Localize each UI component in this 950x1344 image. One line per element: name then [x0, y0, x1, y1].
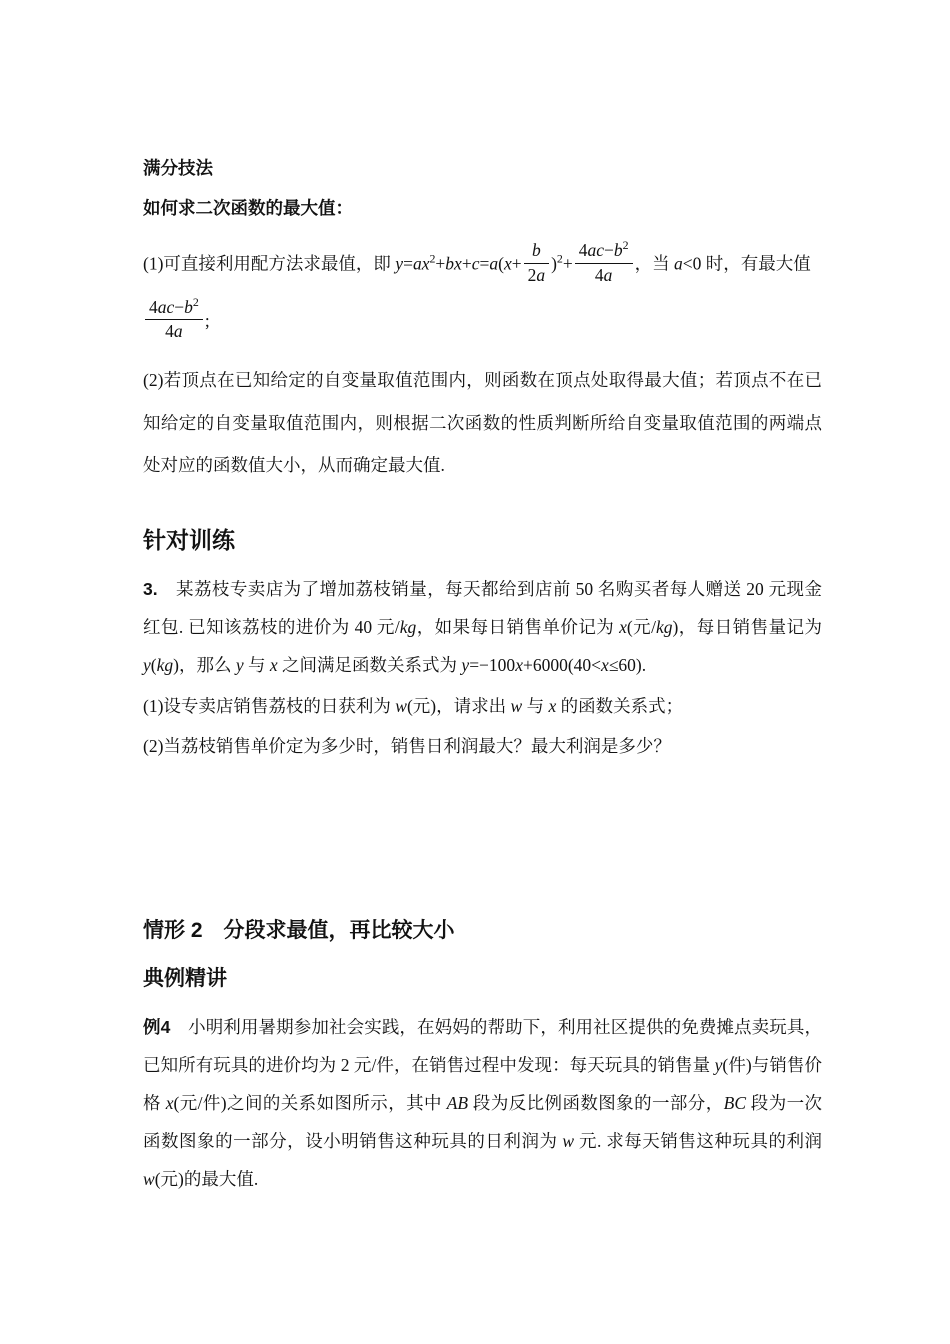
- text-run: b: [184, 296, 193, 317]
- text-run: (件)与销售价格: [143, 1054, 822, 1113]
- text-run: y: [395, 253, 404, 274]
- case2-heading: [143, 917, 822, 945]
- text-run: bx: [445, 253, 462, 274]
- fraction-numerator: [524, 240, 550, 263]
- text-run: 段为一次函数图象的一部分，设小明销售这种玩具的日利润为: [143, 1092, 823, 1151]
- text-run: c: [471, 253, 480, 274]
- problem3-paragraph: [143, 570, 822, 684]
- fraction-denominator: [575, 263, 633, 287]
- text-run: +: [461, 253, 472, 274]
- text-run: 小明利用暑期参加社会实践，在妈妈的帮助下，利用社区提供的免费摊点卖玩具，已知所有玩具的进价均为 2 元/件，在销售过程中发现：每天玩具的销售量: [143, 1016, 823, 1075]
- text-run: 元. 求每天销售这种玩具的利润: [574, 1130, 823, 1151]
- fraction: [145, 294, 203, 344]
- tips-fraction-line: [143, 294, 822, 346]
- text-run: ，如果每日销售单价记为: [416, 617, 620, 638]
- text-run: ac: [157, 296, 175, 317]
- fraction: [524, 240, 550, 287]
- text-run: kg: [399, 617, 417, 638]
- text-run: +: [511, 253, 522, 274]
- text-run: =: [479, 253, 490, 274]
- text-run: 2: [429, 251, 436, 266]
- text-run: 4: [594, 264, 604, 285]
- fraction-denominator: [524, 263, 550, 287]
- text-run: (: [150, 655, 157, 676]
- text-run: b: [613, 239, 623, 260]
- text-run: x: [165, 1092, 174, 1113]
- text-run: (元/件)之间的关系如图所示，其中: [173, 1092, 447, 1113]
- text-run: 的函数关系式；: [556, 695, 684, 716]
- text-run: 2: [527, 264, 537, 285]
- tips-formula-line: [143, 237, 822, 289]
- text-run: (1)可直接利用配方法求最值，即: [143, 253, 396, 274]
- text-run: x: [548, 695, 557, 716]
- text-run: ac: [587, 239, 605, 260]
- text-run: ≤60).: [608, 655, 647, 676]
- text-run: 4: [165, 321, 174, 342]
- text-run: ): [551, 253, 557, 274]
- text-run: 满分技法: [143, 158, 213, 178]
- example4-paragraph: [143, 1008, 822, 1199]
- text-run: (元)的最大值.: [154, 1169, 259, 1190]
- text-run: (2)若顶点在已知给定的自变量取值范围内，则函数在顶点处取得最大值；若顶点不在已知给定的自变量取值范围内，则根据二次函数的性质判断所给自变量取值范围的两端点处对应的函数值大小，从而确定最大值.: [143, 370, 822, 475]
- text-run: y: [461, 655, 470, 676]
- text-run: 4: [578, 239, 588, 260]
- text-run: −: [174, 296, 185, 317]
- problem-number: 3.: [143, 579, 158, 600]
- text-run: 某荔枝专卖店为了增加荔枝销量，每天都给到店前 50 名购买者每人赠送 20 元现金红包. 已知该荔枝的进价为 40 元/: [143, 579, 822, 638]
- text-run: BC: [723, 1092, 746, 1113]
- text-run: =−100: [469, 655, 516, 676]
- text-run: w: [562, 1130, 575, 1151]
- text-run: a: [489, 253, 499, 274]
- text-run: 针对训练: [143, 527, 235, 554]
- tips-subheading: [143, 196, 822, 221]
- tips-heading: [143, 156, 822, 181]
- text-run: ;: [204, 309, 210, 330]
- fraction-denominator: [145, 319, 203, 343]
- training-heading: [143, 526, 822, 556]
- text-run: 与: [243, 655, 270, 676]
- text-run: (元)，请求出: [406, 695, 511, 716]
- example-number: 例4: [143, 1016, 171, 1037]
- text-run: +: [562, 253, 573, 274]
- document-content: [143, 0, 822, 1344]
- text-run: y: [143, 655, 151, 676]
- text-run: y: [235, 655, 244, 676]
- text-run: (1)设专卖店销售荔枝的日获利为: [143, 695, 396, 716]
- text-run: 2: [192, 294, 199, 309]
- text-run: 段为反比例函数图象的一部分，: [468, 1092, 724, 1113]
- text-run: x: [515, 655, 523, 676]
- text-run: −: [604, 239, 614, 260]
- fraction-numerator: [145, 294, 203, 320]
- text-run: w: [143, 1169, 155, 1190]
- problem3-question1: [143, 687, 822, 725]
- example-section-heading: [143, 965, 822, 993]
- text-run: <0 时，有最大值: [682, 253, 811, 274]
- text-run: )，每日销售量记为: [672, 617, 823, 638]
- text-run: +6000(40<: [522, 655, 602, 676]
- fraction-numerator: [575, 237, 633, 263]
- text-run: +: [435, 253, 446, 274]
- text-run: kg: [655, 617, 673, 638]
- text-run: x: [619, 617, 627, 638]
- text-run: 与: [522, 695, 549, 716]
- text-run: 之间满足函数关系式为: [277, 655, 462, 676]
- text-run: ax: [412, 253, 430, 274]
- text-run: AB: [446, 1092, 469, 1113]
- text-run: 典例精讲: [143, 967, 227, 991]
- text-run: kg: [156, 655, 174, 676]
- text-run: 2: [556, 251, 563, 266]
- text-run: y: [714, 1054, 723, 1075]
- text-run: a: [603, 264, 613, 285]
- problem3-question2: [143, 727, 822, 765]
- text-run: w: [510, 695, 523, 716]
- fraction: [575, 237, 633, 287]
- text-run: (元/: [626, 617, 656, 638]
- text-run: =: [403, 253, 413, 274]
- text-run: (2)当荔枝销售单价定为多少时，销售日利润最大？最大利润是多少？: [143, 735, 671, 756]
- text-run: a: [173, 321, 183, 342]
- text-run: 如何求二次函数的最大值：: [143, 198, 353, 219]
- text-run: b: [531, 239, 541, 260]
- text-run: x: [503, 253, 512, 274]
- text-run: a: [536, 264, 546, 285]
- text-run: a: [673, 253, 683, 274]
- text-run: x: [601, 655, 609, 676]
- text-run: ，当: [634, 253, 674, 274]
- text-run: w: [395, 695, 407, 716]
- text-run: x: [269, 655, 278, 676]
- text-run: )，那么: [173, 655, 236, 676]
- text-run: 4: [149, 296, 158, 317]
- text-run: 2: [622, 237, 629, 252]
- text-run: (: [498, 253, 504, 274]
- tips-point2-paragraph: [143, 359, 822, 486]
- text-run: 情形 2 分段求最值，再比较大小: [143, 918, 455, 942]
